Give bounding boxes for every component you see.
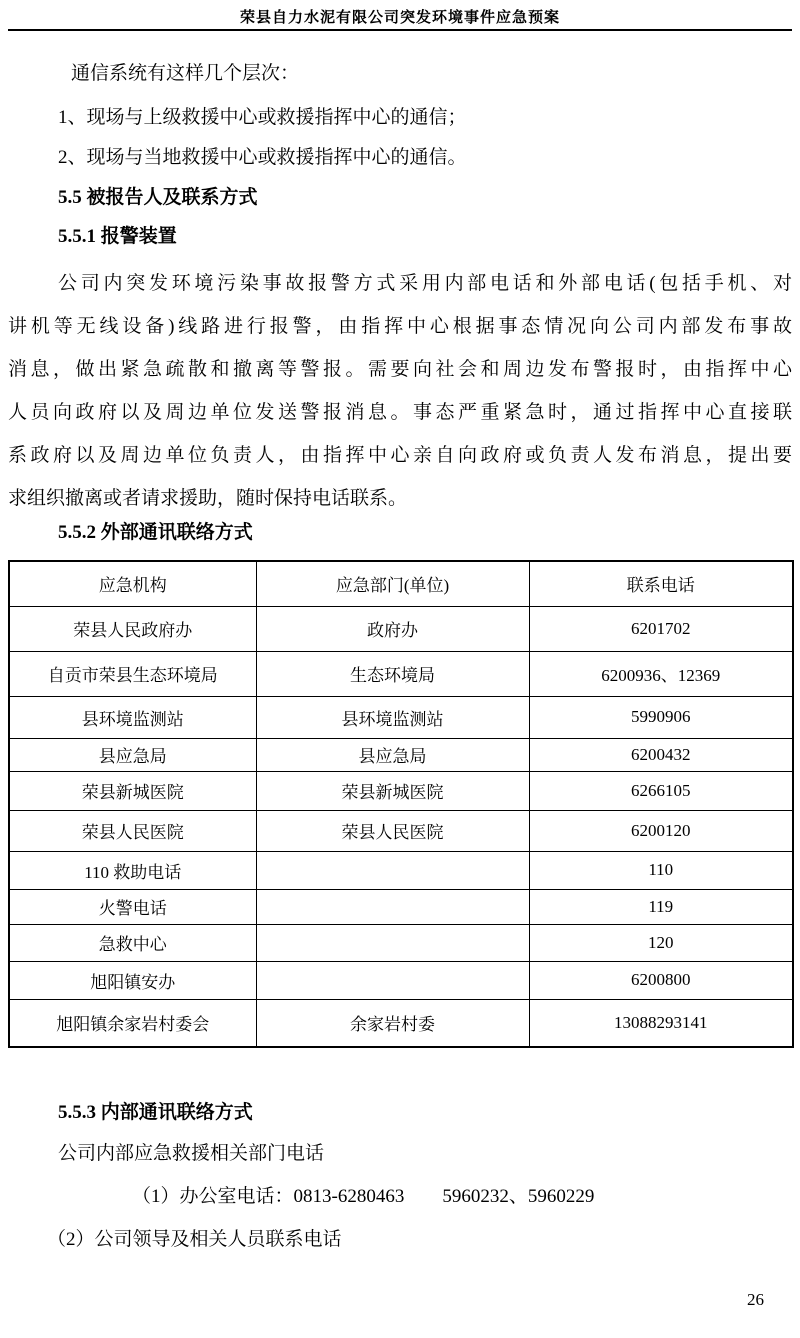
paragraph-line-3: 消息，做出紧急疏散和撤离等警报。需要向社会和周边发布警报时，由指挥中心 [8, 359, 792, 380]
dept-cell: 县环境监测站 [256, 696, 529, 738]
dept-cell: 政府办 [256, 606, 529, 651]
paragraph-line-6: 求组织撤离或者请求援助，随时保持电话联系。 [8, 488, 408, 509]
phone-cell: 6201702 [529, 606, 793, 651]
column-header-phone: 联系电话 [529, 561, 793, 606]
paragraph-line-4: 人员向政府以及周边单位发送警报消息。事态严重紧急时，通过指挥中心直接联 [8, 402, 792, 423]
heading-5-5-3: 5.5.3 内部通讯联络方式 [58, 1102, 253, 1123]
org-cell: 县应急局 [9, 738, 256, 771]
table-row [9, 738, 793, 771]
table-row [9, 851, 793, 889]
list-item-2: 2、现场与当地救援中心或救援指挥中心的通信。 [58, 147, 467, 168]
heading-5-5: 5.5 被报告人及联系方式 [58, 187, 258, 208]
document-header-title: 荣县自力水泥有限公司突发环境事件应急预案 [239, 10, 560, 26]
heading-5-5-2: 5.5.2 外部通讯联络方式 [58, 522, 253, 543]
phone-cell: 6266105 [529, 771, 793, 810]
table-row [9, 651, 793, 696]
org-cell: 110 救助电话 [9, 851, 256, 889]
paragraph-5-5-1 [8, 262, 792, 520]
phone-cell: 6200936、12369 [529, 651, 793, 696]
table-row [9, 999, 793, 1047]
external-contacts-table [8, 560, 794, 1048]
org-cell: 急救中心 [9, 924, 256, 961]
dept-cell: 荣县新城医院 [256, 771, 529, 810]
list-item-1: 1、现场与上级救援中心或救援指挥中心的通信； [58, 107, 467, 128]
phone-cell: 119 [529, 889, 793, 924]
org-cell: 荣县人民政府办 [9, 606, 256, 651]
paragraph-line-5: 系政府以及周边单位负责人，由指挥中心亲自向政府或负责人发布消息，提出要 [8, 445, 792, 466]
dept-cell [256, 889, 529, 924]
phone-cell: 6200800 [529, 961, 793, 999]
org-cell: 火警电话 [9, 889, 256, 924]
internal-contacts-item-2: （2）公司领导及相关人员联系电话 [47, 1229, 342, 1250]
org-cell: 旭阳镇安办 [9, 961, 256, 999]
intro-line: 通信系统有这样几个层次： [71, 63, 300, 84]
phone-cell: 13088293141 [529, 999, 793, 1047]
dept-cell: 县应急局 [256, 738, 529, 771]
table-row [9, 810, 793, 851]
heading-5-5-1: 5.5.1 报警装置 [58, 226, 177, 247]
dept-cell: 余家岩村委 [256, 999, 529, 1047]
org-cell: 荣县新城医院 [9, 771, 256, 810]
org-cell: 旭阳镇余家岩村委会 [9, 999, 256, 1047]
table-row [9, 606, 793, 651]
column-header-dept: 应急部门(单位) [256, 561, 529, 606]
dept-cell: 荣县人民医院 [256, 810, 529, 851]
dept-cell: 生态环境局 [256, 651, 529, 696]
phone-cell: 5990906 [529, 696, 793, 738]
internal-contacts-intro: 公司内部应急救援相关部门电话 [58, 1143, 325, 1164]
table-row [9, 961, 793, 999]
dept-cell [256, 924, 529, 961]
phone-cell: 6200432 [529, 738, 793, 771]
page-number: 26 [747, 1290, 764, 1309]
external-contacts-table-wrap [8, 560, 792, 1048]
phone-cell: 110 [529, 851, 793, 889]
org-cell: 荣县人民医院 [9, 810, 256, 851]
header-rule [8, 29, 792, 31]
table-row [9, 924, 793, 961]
table-row [9, 771, 793, 810]
phone-cell: 6200120 [529, 810, 793, 851]
table-row [9, 696, 793, 738]
table-row [9, 889, 793, 924]
org-cell: 自贡市荣县生态环境局 [9, 651, 256, 696]
internal-contacts-item-1: （1）办公室电话：0813-6280463 5960232、5960229 [132, 1186, 595, 1207]
table-header-row [9, 561, 793, 606]
paragraph-line-2: 讲机等无线设备)线路进行报警，由指挥中心根据事态情况向公司内部发布事故 [8, 316, 792, 337]
org-cell: 县环境监测站 [9, 696, 256, 738]
column-header-org: 应急机构 [9, 561, 256, 606]
dept-cell [256, 961, 529, 999]
phone-cell: 120 [529, 924, 793, 961]
paragraph-line-1: 公司内突发环境污染事故报警方式采用内部电话和外部电话(包括手机、对 [58, 273, 792, 294]
dept-cell [256, 851, 529, 889]
